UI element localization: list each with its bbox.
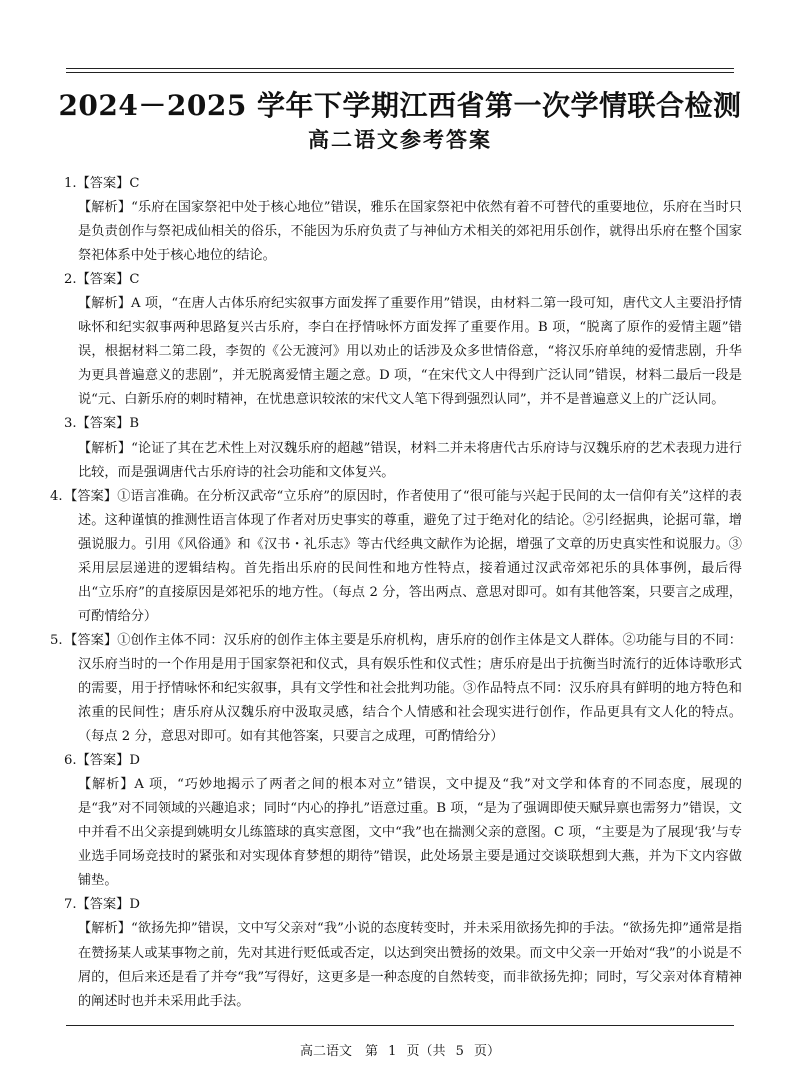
item-answer: 【答案】B: [76, 416, 140, 432]
item-number: 1.: [64, 176, 77, 191]
page-subtitle: 高二语文参考答案: [308, 128, 492, 152]
answer-item-7: [64, 893, 742, 1013]
item-answer: 【答案】C: [76, 176, 140, 191]
item-number: 6.: [64, 753, 77, 769]
answer-item-3: [64, 412, 742, 484]
item-analysis: 【解析】“论证了其在艺术性上对汉魏乐府的超越”错误，材料二并未将唐代古乐府诗与汉魏乐府的艺术表现力进行比较，而是强调唐代古乐府诗的社会功能和文体复兴。: [78, 440, 742, 480]
item-answer: 【答案】D: [76, 753, 140, 769]
item-number: 2.: [64, 272, 77, 288]
item-analysis: 【解析】A 项，“在唐人古体乐府纪实叙事方面发挥了重要作用”错误，由材料二第一段可知，唐代文人主要沿抒情咏怀和纪实叙事两种思路复兴古乐府，李白在抒情咏怀方面发挥了重要作用。B 项，“脱离了原作的爱情主题”错误，根据材料二第二段，李贺的《公无渡河》用以劝止的话涉及众多世情俗意，“将汉乐府单纯的爱情悲剧，升华为更具普遍意义的悲剧”，并无脱离爱情主题之意。D 项，“在宋代文人中得到广泛认同”错误，材料二最后一段是说“元、白新乐府的刺时精神，在忧患意识较浓的宋代文人笔下得到强烈认同”，并不是普遍意义上的广泛认同。: [78, 296, 742, 408]
answer-item-4: 4.【答案】①语言准确。在分析汉武帝“立乐府”的原因时，作者使用了“很可能与兴起于民间的太一信仰有关”这样的表述。这种谨慎的推测性语言体现了作者对历史事实的尊重，避免了过于绝对化的结论。②引经据典，论据可靠，增强说服力。引用《风俗通》和《汉书・礼乐志》等古代经典文献作为论据，增强了文章的历史真实性和说服力。③采用层层递进的逻辑结构。首先指出乐府的民间性和地方性特点，接着通过汉武帝郊祀乐的具体事例，最后得出“立乐府”的直接原因是郊祀乐的地方性。（每点 2 分，答出两点、意思对即可。如有其他答案，只要言之成理，可酌情给分）: [50, 488, 742, 624]
bottom-rule: [66, 1025, 734, 1026]
page-footer: 高二语文 第 1 页（共 5 页）: [299, 1044, 501, 1059]
item-answer: 【答案】①语言准确。在分析汉武帝“立乐府”的原因时，作者使用了“很可能与兴起于民间的太一信仰有关”这样的表述。这种谨慎的推测性语言体现了作者对历史事实的尊重，避免了过于绝对化的结论。②引经据典，论据可靠，增强说服力。引用《风俗通》和《汉书・礼乐志》等古代经典文献作为论据，增强了文章的历史真实性和说服力。③采用层层递进的逻辑结构。首先指出乐府的民间性和地方性特点，接着通过汉武帝郊祀乐的具体事例，最后得出“立乐府”的直接原因是郊祀乐的地方性。（每点 2 分，答出两点、意思对即可。如有其他答案，只要言之成理，可酌情给分）: [64, 488, 742, 624]
answer-item-6: [64, 749, 742, 893]
answer-item-1: [64, 172, 742, 268]
item-number: 7.: [64, 897, 77, 913]
answer-item-5: 5.【答案】①创作主体不同：汉乐府的创作主体主要是乐府机构，唐乐府的创作主体是文人群体。②功能与目的不同：汉乐府当时的一个作用是用于国家祭祀和仪式，具有娱乐性和仪式性；唐乐府是出于抗衡当时流行的近体诗歌形式的需要，用于抒情咏怀和纪实叙事，具有文学性和社会批判功能。③作品特点不同：汉乐府具有鲜明的地方特色和浓重的民间性；唐乐府从汉魏乐府中汲取灵感，结合个人情感和社会现实进行创作，作品更具有文人化的特点。（每点 2 分，意思对即可。如有其他答案，只要言之成理，可酌情给分）: [50, 632, 742, 745]
item-analysis: 【解析】“乐府在国家祭祀中处于核心地位”错误，雅乐在国家祭祀中依然有着不可替代的重要地位，乐府在当时只是负责创作与祭祀成仙相关的俗乐，不能因为乐府负责了与神仙方术相关的郊祀用乐创作，就得出乐府在整个国家祭祀体系中处于核心地位的结论。: [78, 200, 742, 264]
answer-list: [50, 172, 742, 1014]
item-number: 3.: [64, 416, 77, 432]
top-rule-thick: [66, 68, 734, 69]
item-answer: 【答案】C: [76, 272, 140, 288]
answer-item-2: [64, 268, 742, 412]
item-answer: 【答案】①创作主体不同：汉乐府的创作主体主要是乐府机构，唐乐府的创作主体是文人群体。②功能与目的不同：汉乐府当时的一个作用是用于国家祭祀和仪式，具有娱乐性和仪式性；唐乐府是出于抗衡当时流行的近体诗歌形式的需要，用于抒情咏怀和纪实叙事，具有文学性和社会批判功能。③作品特点不同：汉乐府具有鲜明的地方特色和浓重的民间性；唐乐府从汉魏乐府中汲取灵感，结合个人情感和社会现实进行创作，作品更具有文人化的特点。（每点 2 分，意思对即可。如有其他答案，只要言之成理，可酌情给分）: [64, 632, 742, 745]
item-analysis: 【解析】“欲扬先抑”错误，文中写父亲对“我”小说的态度转变时，并未采用欲扬先抑的手法。“欲扬先抑”通常是指在赞扬某人或某事物之前，先对其进行贬低或否定，以达到突出赞扬的效果。而文中父亲一开始对“我”的小说是不屑的，但后来还是看了并夸“我”写得好，这更多是一种态度的自然转变，而非欲扬先抑；同时，写父亲对体育精神的阐述时也并未采用此手法。: [78, 921, 742, 1009]
item-answer: 【答案】D: [76, 897, 140, 913]
top-rule-thin: [66, 72, 734, 73]
item-analysis: 【解析】A 项，“巧妙地揭示了两者之间的根本对立”错误，文中提及“我”对文学和体育的不同态度，展现的是“我”对不同领域的兴趣追求；同时“内心的挣扎”语意过重。B 项，“是为了强调即使天赋异禀也需努力”错误，文中并看不出父亲提到姚明女儿练篮球的真实意图，文中“我”也在揣测父亲的意图。C 项，“主要是为了展现‘我’与专业选手同场竞技时的紧张和对实现体育梦想的期待”错误，此处场景主要是通过交谈联想到大燕，并为下文内容做铺垫。: [78, 777, 742, 889]
page-title: 2024－2025 学年下学期江西省第一次学情联合检测: [58, 89, 742, 122]
